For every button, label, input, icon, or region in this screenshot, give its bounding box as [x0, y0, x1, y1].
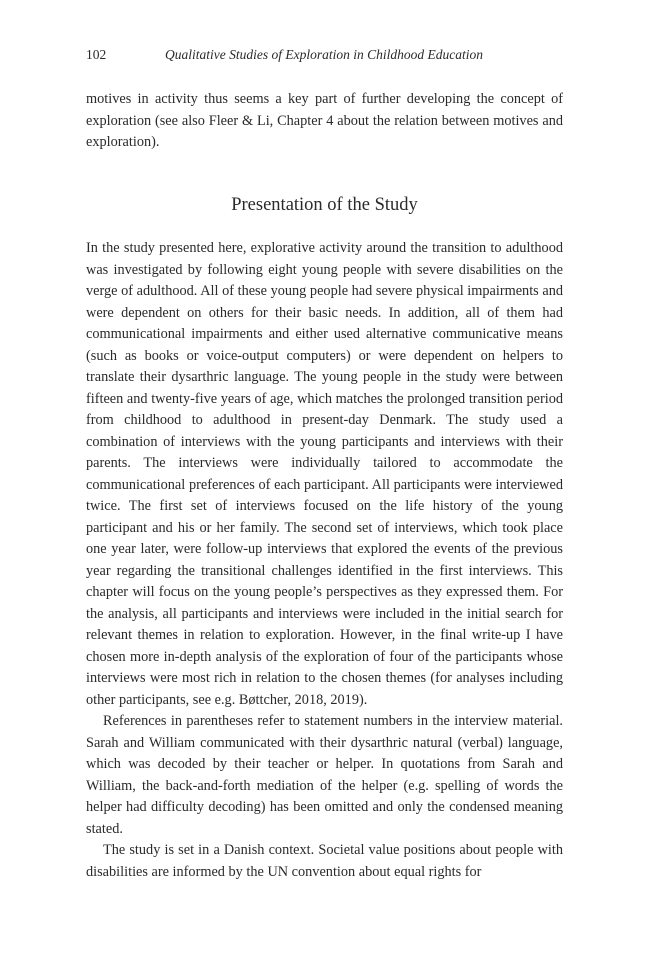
page-number: 102 — [86, 47, 107, 62]
running-head — [86, 45, 563, 65]
running-title: Qualitative Studies of Exploration in Childhood Education — [165, 47, 483, 62]
section-body — [86, 238, 563, 883]
paragraph-references: References in parentheses refer to statement numbers in the interview material. Sarah and William communicated with their dysarthric natural (verbal) language, which was decoded by their teacher or helper. In quotations from Sarah and William, the back-and-forth mediation of the helper (e.g. spelling of words the helper had difficulty decoding) has been omitted and only the condensed meaning stated. — [86, 713, 563, 837]
intro-paragraph: motives in activity thus seems a key part of further developing the concept of exploration (see also Fleer & Li, Chapter 4 about the relation between motives and exploration). — [86, 91, 563, 150]
paragraph-study-description: In the study presented here, explorative activity around the transition to adulthood was investigated by following eight young people with severe disabilities on the verge of adulthood. All of these young people had severe physical impairments and were dependent on others for their basic needs. In addition, all of them had communicational impairments and either used alternative communicative means (such as books or voice-output computers) or were dependent on helpers to translate their dysarthric language. The young people in the study were between fifteen and twenty-five years of age, which matches the prolonged transition period from childhood to adulthood in present-day Denmark. The study used a combination of interviews with the young participants and interviews with their parents. The interviews were individually tailored to accommodate the communicational preferences of each participant. All participants were interviewed twice. The first set of interviews focused on the life history of the young participant and his or her family. The second set of interviews, which took place one year later, were follow-up interviews that explored the events of the previous year regarding the transitional challenges identified in the first interviews. This chapter will focus on the young people’s perspectives as they expressed them. For the analysis, all participants and interviews were included in the initial search for relevant themes in relation to exploration. However, in the final write-up I have chosen more in-depth analysis of the exploration of four of the participants whose interviews were most rich in relation to the chosen themes (for analyses including other participants, see e.g. Bøttcher, 2018, 2019). — [86, 240, 563, 708]
intro-block — [86, 89, 563, 154]
paragraph-danish-context: The study is set in a Danish context. Societal value positions about people with disabilities are informed by the UN convention about equal rights for — [86, 842, 563, 880]
section-heading: Presentation of the Study — [231, 195, 418, 215]
